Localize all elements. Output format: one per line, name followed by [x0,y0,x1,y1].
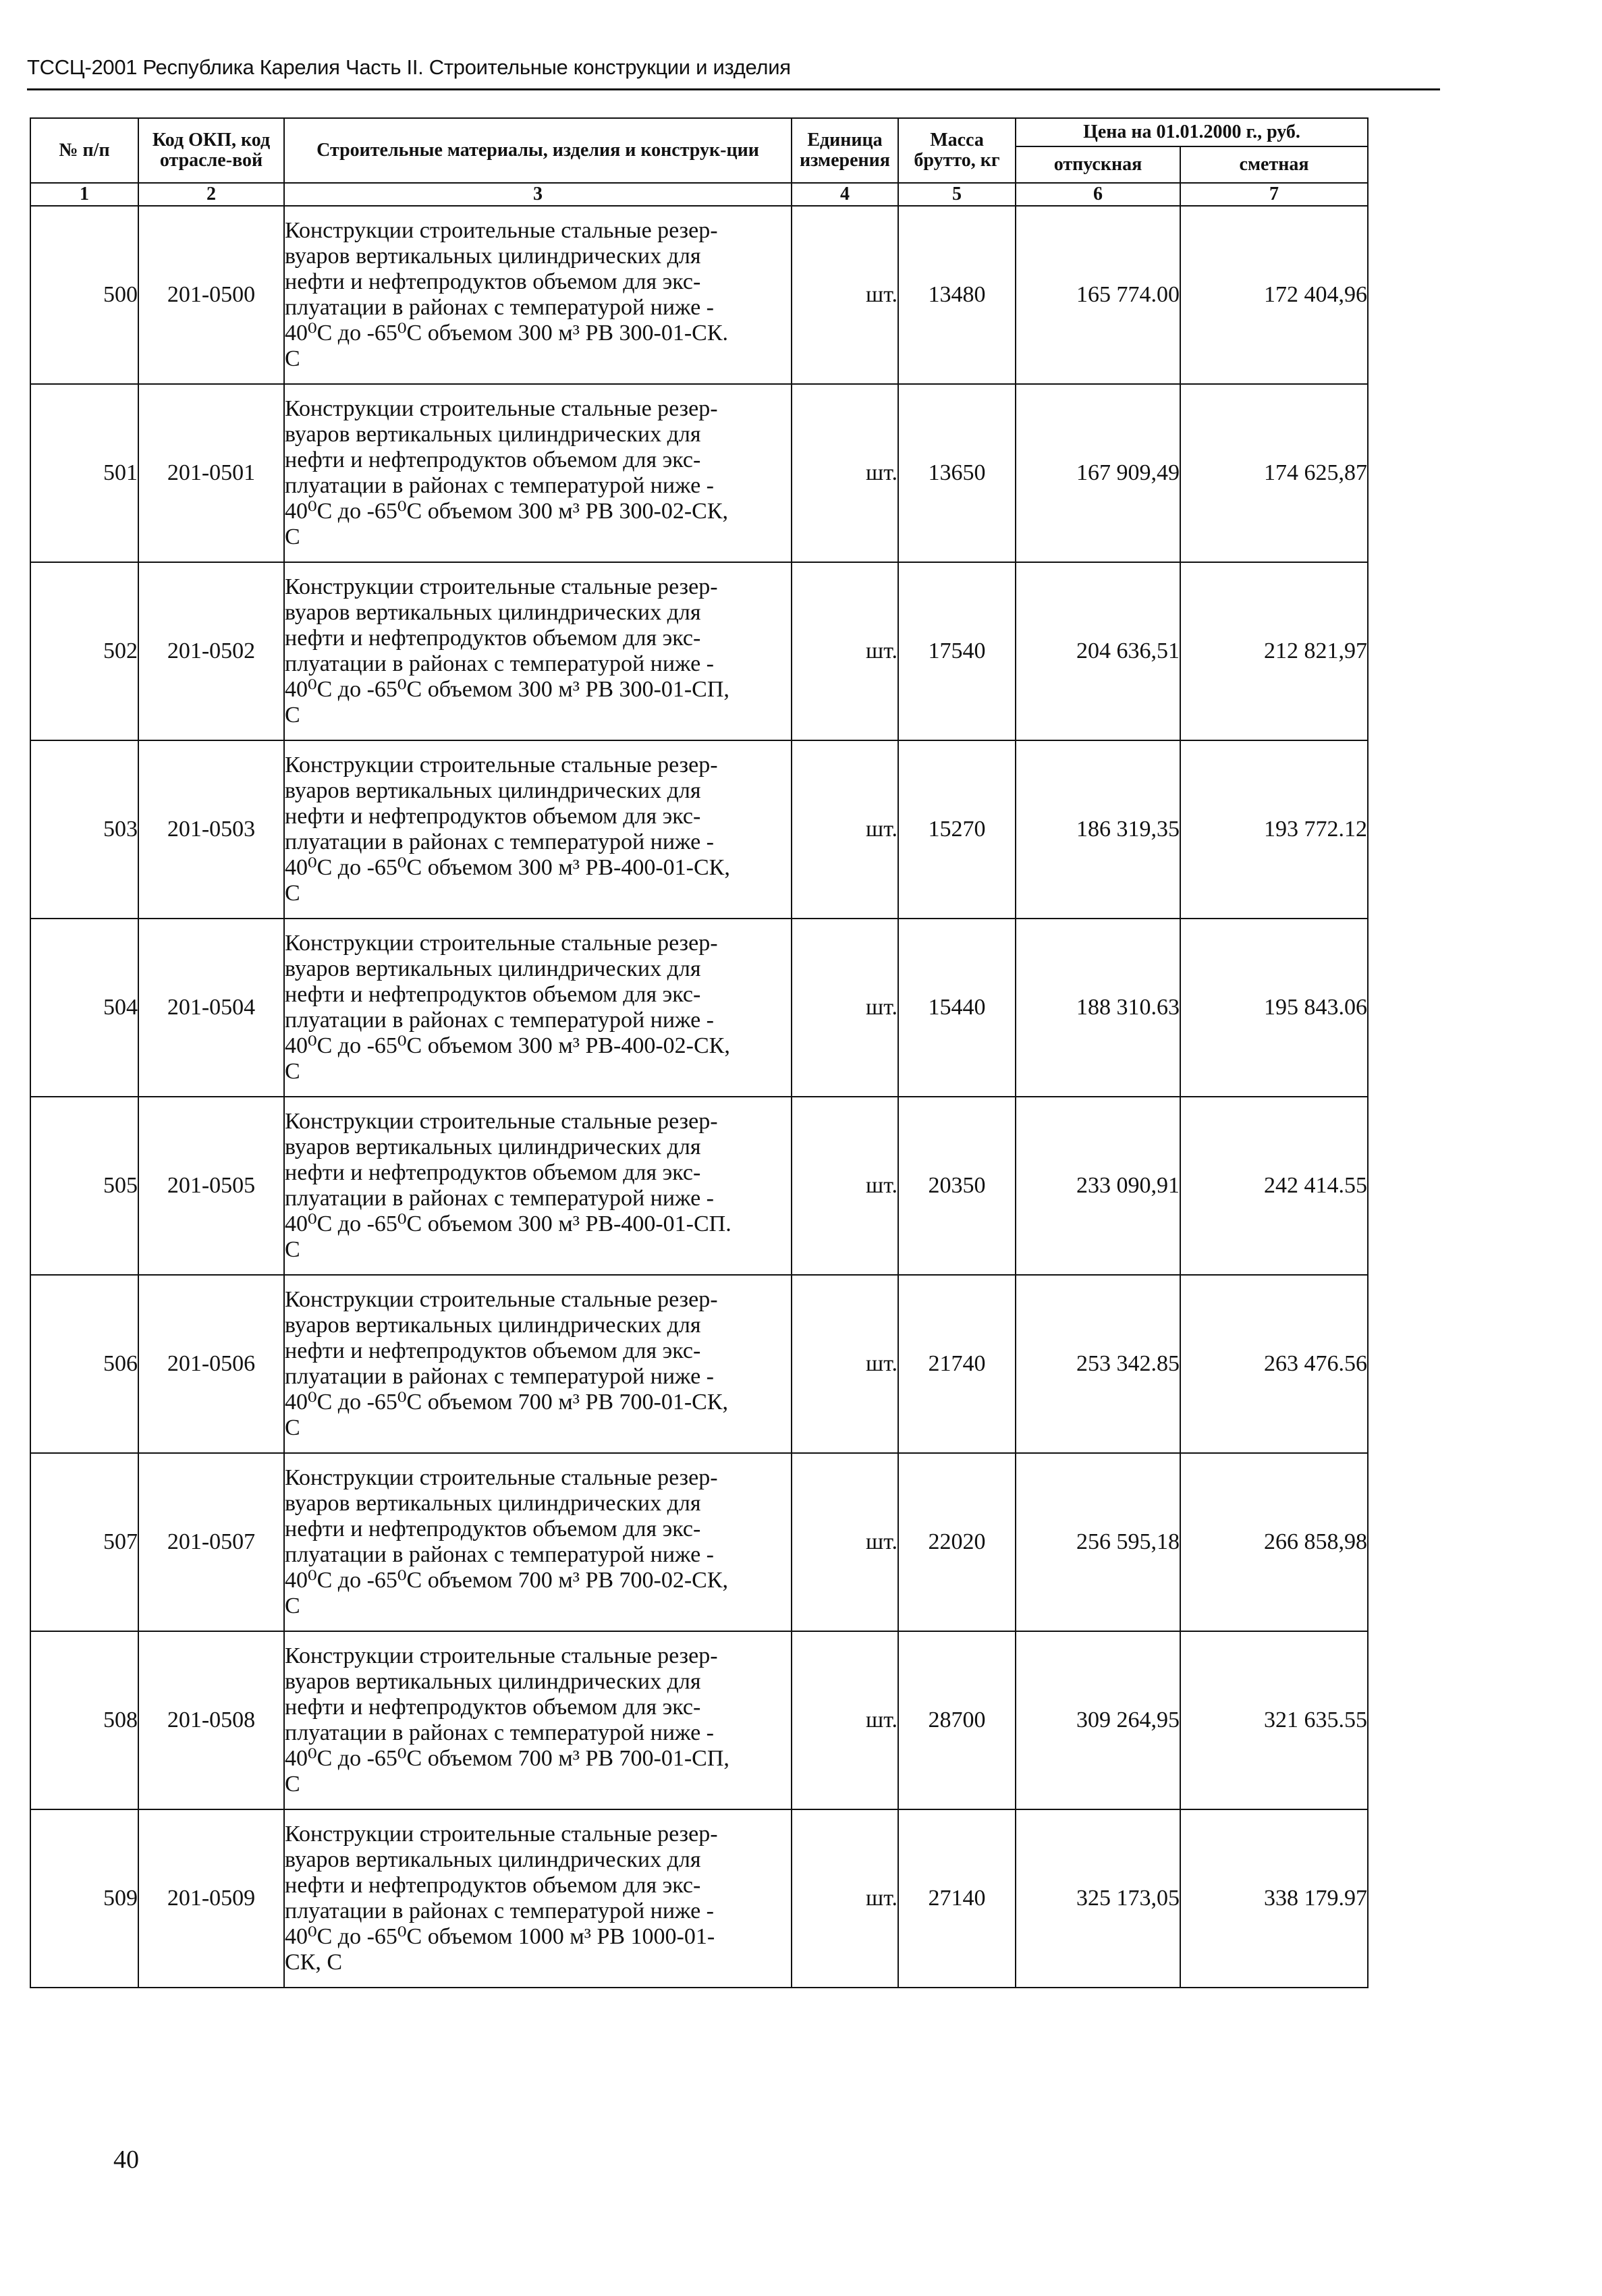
gross-mass: 22020 [898,1453,1016,1631]
estimate-price: 172 404,96 [1180,206,1368,384]
release-price: 233 090,91 [1016,1097,1180,1275]
column-header-price-group: Цена на 01.01.2000 г., руб. [1016,118,1368,146]
okp-code: 201-0505 [138,1097,284,1275]
unit-of-measure: шт. [792,1631,898,1809]
unit-of-measure: шт. [792,206,898,384]
table-row [30,206,1368,384]
unit-of-measure: шт. [792,1453,898,1631]
gross-mass: 13650 [898,384,1016,562]
release-price: 325 173,05 [1016,1809,1180,1988]
estimate-price: 195 843.06 [1180,919,1368,1097]
release-price: 186 319,35 [1016,740,1180,919]
column-number: 3 [284,183,792,206]
release-price: 309 264,95 [1016,1631,1180,1809]
estimate-price: 212 821,97 [1180,562,1368,740]
okp-code: 201-0506 [138,1275,284,1453]
estimate-price: 242 414.55 [1180,1097,1368,1275]
table-row [30,1809,1368,1988]
column-header-unit: Единица измерения [792,118,898,183]
estimate-price: 193 772.12 [1180,740,1368,919]
release-price: 253 342.85 [1016,1275,1180,1453]
unit-of-measure: шт. [792,1809,898,1988]
table-row [30,1453,1368,1631]
item-description-text: Конструкции строительные стальные резер- вуаров вертикальных цилиндрических для нефти и нефтепродуктов объемом для экс- плуатации в районах с температурой ниже - 40⁰C до -65⁰C объемом 700 м³ РВ 700-02-СК, С [285,1465,729,1618]
column-header-mass: Масса брутто, кг [898,118,1016,183]
item-description-text: Конструкции строительные стальные резер- вуаров вертикальных цилиндрических для нефти и нефтепродуктов объемом для экс- плуатации в районах с температурой ниже - 40⁰C до -65⁰C объемом 700 м³ РВ 700-01-СК, С [285,1287,729,1440]
item-description-text: Конструкции строительные стальные резер- вуаров вертикальных цилиндрических для нефти и нефтепродуктов объемом для экс- плуатации в районах с температурой ниже - 40⁰C до -65⁰C объемом 300 м³ РВ 300-01-СП, С [285,574,729,728]
row-number: 501 [30,384,138,562]
unit-of-measure: шт. [792,1275,898,1453]
row-number: 504 [30,919,138,1097]
gross-mass: 28700 [898,1631,1016,1809]
okp-code: 201-0501 [138,384,284,562]
column-header-name: Строительные материалы, изделия и конструк-ции [284,118,792,183]
row-number: 503 [30,740,138,919]
item-description-text: Конструкции строительные стальные резер- вуаров вертикальных цилиндрических для нефти и нефтепродуктов объемом для экс- плуатации в районах с температурой ниже - 40⁰C до -65⁰C объемом 700 м³ РВ 700-01-СП, С [285,1643,729,1797]
header-rule [27,88,1440,90]
column-number: 7 [1180,183,1368,206]
estimate-price: 338 179.97 [1180,1809,1368,1988]
column-number: 6 [1016,183,1180,206]
item-description-text: Конструкции строительные стальные резер- вуаров вертикальных цилиндрических для нефти и нефтепродуктов объемом для экс- плуатации в районах с температурой ниже - 40⁰C до -65⁰C объемом 300 м³ РВ-400-02-СК, С [285,931,730,1084]
gross-mass: 27140 [898,1809,1016,1988]
column-header-code: Код ОКП, код отрасле-вой [138,118,284,183]
item-description [284,1453,792,1631]
item-description-text: Конструкции строительные стальные резер- вуаров вертикальных цилиндрических для нефти и нефтепродуктов объемом для экс- плуатации в районах с температурой ниже - 40⁰C до -65⁰C объемом 300 м³ РВ-400-01-СП. С [285,1109,731,1262]
okp-code: 201-0500 [138,206,284,384]
item-description-text: Конструкции строительные стальные резер- вуаров вертикальных цилиндрических для нефти и нефтепродуктов объемом для экс- плуатации в районах с температурой ниже - 40⁰C до -65⁰C объемом 300 м³ РВ 300-02-СК, С [285,396,729,549]
item-description-text: Конструкции строительные стальные резер- вуаров вертикальных цилиндрических для нефти и нефтепродуктов объемом для экс- плуатации в районах с температурой ниже - 40⁰C до -65⁰C объемом 300 м³ РВ-400-01-СК, С [285,753,730,906]
estimate-price: 266 858,98 [1180,1453,1368,1631]
column-number: 4 [792,183,898,206]
table-row [30,1275,1368,1453]
row-number: 508 [30,1631,138,1809]
column-number-row [30,183,1368,206]
column-number: 2 [138,183,284,206]
okp-code: 201-0507 [138,1453,284,1631]
item-description-text: Конструкции строительные стальные резер- вуаров вертикальных цилиндрических для нефти и нефтепродуктов объемом для экс- плуатации в районах с температурой ниже - 40⁰C до -65⁰C объемом 1000 м³ РВ 1000-01- СК, С [285,1822,718,1975]
row-number: 500 [30,206,138,384]
okp-code: 201-0508 [138,1631,284,1809]
unit-of-measure: шт. [792,384,898,562]
table-row [30,740,1368,919]
unit-of-measure: шт. [792,740,898,919]
gross-mass: 20350 [898,1097,1016,1275]
release-price: 204 636,51 [1016,562,1180,740]
release-price: 188 310.63 [1016,919,1180,1097]
row-number: 509 [30,1809,138,1988]
okp-code: 201-0503 [138,740,284,919]
row-number: 502 [30,562,138,740]
item-description-text: Конструкции строительные стальные резер- вуаров вертикальных цилиндрических для нефти и нефтепродуктов объемом для экс- плуатации в районах с температурой ниже - 40⁰C до -65⁰C объемом 300 м³ РВ 300-01-СК. С [285,218,729,371]
column-header-price-release: отпускная [1016,146,1180,183]
gross-mass: 15270 [898,740,1016,919]
item-description [284,1809,792,1988]
release-price: 167 909,49 [1016,384,1180,562]
gross-mass: 15440 [898,919,1016,1097]
item-description [284,384,792,562]
estimate-price: 174 625,87 [1180,384,1368,562]
column-number: 1 [30,183,138,206]
table-row [30,919,1368,1097]
item-description [284,1275,792,1453]
unit-of-measure: шт. [792,919,898,1097]
table-row [30,1097,1368,1275]
item-description [284,919,792,1097]
column-header-price-estimate: сметная [1180,146,1368,183]
item-description [284,562,792,740]
column-number: 5 [898,183,1016,206]
gross-mass: 17540 [898,562,1016,740]
okp-code: 201-0504 [138,919,284,1097]
table-row [30,384,1368,562]
row-number: 507 [30,1453,138,1631]
estimate-price: 263 476.56 [1180,1275,1368,1453]
column-header-num: № п/п [30,118,138,183]
row-number: 506 [30,1275,138,1453]
gross-mass: 13480 [898,206,1016,384]
release-price: 256 595,18 [1016,1453,1180,1631]
unit-of-measure: шт. [792,1097,898,1275]
unit-of-measure: шт. [792,562,898,740]
row-number: 505 [30,1097,138,1275]
gross-mass: 21740 [898,1275,1016,1453]
item-description [284,740,792,919]
release-price: 165 774.00 [1016,206,1180,384]
estimate-price: 321 635.55 [1180,1631,1368,1809]
item-description [284,206,792,384]
table-row [30,562,1368,740]
price-table [30,117,1369,1988]
page-number: 40 [113,2145,139,2174]
table-row [30,1631,1368,1809]
okp-code: 201-0502 [138,562,284,740]
running-header: ТССЦ-2001 Республика Карелия Часть II. Строительные конструкции и изделия [27,55,791,79]
item-description [284,1097,792,1275]
item-description [284,1631,792,1809]
okp-code: 201-0509 [138,1809,284,1988]
